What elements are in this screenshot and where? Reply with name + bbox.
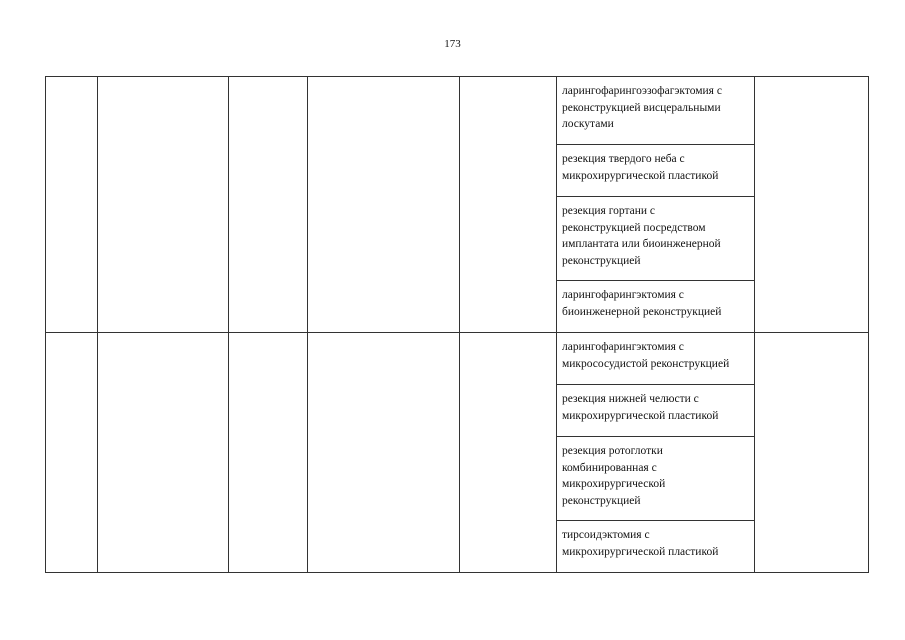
table-row	[46, 333, 869, 385]
procedure-cell	[557, 197, 755, 281]
procedure-text: тирсоидэктомия с микрохирургической пластикой	[562, 529, 719, 558]
table-cell-empty	[46, 77, 98, 333]
procedure-cell	[557, 385, 755, 437]
document-table	[45, 76, 869, 573]
procedure-cell	[557, 77, 755, 145]
table-cell-empty	[98, 77, 229, 333]
procedure-text: ларингофарингэктомия с микрососудистой реконструкцией	[562, 341, 730, 370]
procedure-cell	[557, 521, 755, 573]
procedure-cell	[557, 145, 755, 197]
table-cell-empty	[755, 77, 869, 333]
table-cell-empty	[308, 333, 460, 573]
procedure-text: резекция нижней челюсти с микрохирургической пластикой	[562, 393, 719, 422]
procedure-cell	[557, 437, 755, 521]
table-cell-empty	[308, 77, 460, 333]
table-cell-empty	[755, 333, 869, 573]
procedure-text: ларингофарингоэзофагэктомия с реконструкцией висцеральными лоскутами	[562, 85, 722, 130]
table-cell-empty	[229, 333, 308, 573]
procedure-text: резекция ротоглотки комбинированная с микрохирургической реконструкцией	[562, 445, 666, 507]
procedure-cell	[557, 333, 755, 385]
table-cell-empty	[229, 77, 308, 333]
procedure-cell	[557, 281, 755, 333]
table-cell-empty	[460, 333, 557, 573]
table-cell-empty	[98, 333, 229, 573]
table-cell-empty	[46, 333, 98, 573]
table-cell-empty	[460, 77, 557, 333]
procedure-text: резекция гортани с реконструкцией посредством имплантата или биоинженерной реконструкцией	[562, 205, 721, 267]
page-number: 173	[444, 38, 461, 50]
procedure-text: резекция твердого неба с микрохирургической пластикой	[562, 153, 719, 182]
procedure-text: ларингофарингэктомия с биоинженерной реконструкцией	[562, 289, 722, 318]
table-row	[46, 77, 869, 145]
